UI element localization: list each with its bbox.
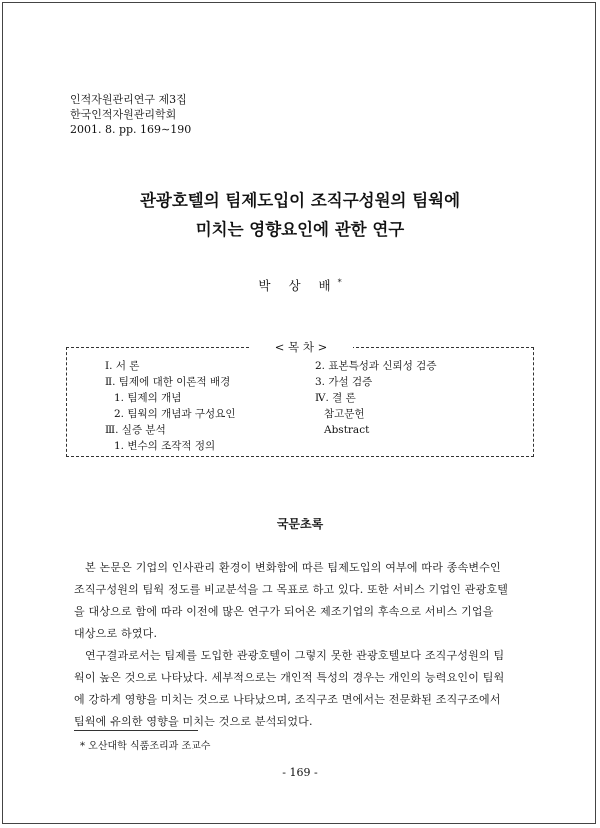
- page-number: - 169 -: [282, 766, 318, 779]
- abstract-line: 을 대상으로 함에 따라 이전에 많은 연구가 되어온 제조기업의 후속으로 서비스 기업을: [74, 605, 494, 618]
- toc-item: 3. 가설 검증: [315, 376, 373, 388]
- toc-item: Ⅱ. 팀제에 대한 이론적 배경: [105, 376, 231, 388]
- abstract-line: 에 강하게 영향을 미치는 것으로 나타났으며, 조직구조 면에서는 전문화된 조직구조에서: [74, 693, 501, 706]
- footnote-divider: [74, 730, 198, 731]
- toc-item: Ⅰ. 서 론: [105, 360, 140, 372]
- toc-item: Ⅳ. 결 론: [315, 392, 356, 404]
- journal-society: 한국인적자원관리학회: [70, 108, 177, 121]
- footnote: * 오산대학 식품조리과 조교수: [80, 741, 211, 752]
- abstract-line: 웍이 높은 것으로 나타났다. 세부적으로는 개인적 특성의 경우는 개인의 능력요인이 팀웍: [74, 671, 505, 684]
- toc-item: 참고문헌: [324, 408, 365, 420]
- abstract-line: 조직구성원의 팀웍 정도를 비교분석을 그 목표로 하고 있다. 또한 서비스 기업인 관광호텔: [74, 583, 509, 596]
- toc-item: Ⅲ. 실증 분석: [105, 424, 166, 436]
- toc-item: 1. 팀제의 개념: [114, 392, 182, 404]
- abstract-line: 본 논문은 기업의 인사관리 환경이 변화함에 따른 팀제도입의 여부에 따라 종속변수인: [85, 561, 501, 574]
- toc-item: 1. 변수의 조작적 정의: [114, 440, 216, 452]
- toc-heading: < 목 차 >: [249, 338, 353, 356]
- table-of-contents: [66, 340, 534, 457]
- journal-info: [70, 92, 191, 137]
- abstract-line: 팀웍에 유의한 영향을 미치는 것으로 분석되었다.: [74, 715, 313, 728]
- abstract-heading: 국문초록: [276, 517, 324, 531]
- author-name: 박 상 배: [258, 278, 338, 293]
- toc-item: 2. 팀웍의 개념과 구성요인: [114, 408, 236, 420]
- abstract-line: 연구결과로서는 팀제를 도입한 관광호텔이 그렇지 못한 관광호텔보다 조직구성원의 팀: [85, 649, 505, 662]
- toc-item: Abstract: [324, 424, 370, 436]
- abstract-line: 대상으로 하였다.: [74, 627, 158, 640]
- toc-left-column: [105, 358, 235, 454]
- toc-item: 2. 표본특성과 신뢰성 검증: [315, 360, 437, 372]
- toc-right-column: [315, 358, 436, 438]
- abstract-body: [74, 557, 550, 733]
- author-footnote-mark: *: [337, 277, 342, 287]
- journal-citation: 2001. 8. pp. 169∼190: [70, 123, 192, 136]
- paper-title-line-1: 관광호텔의 팀제도입이 조직구성원의 팀웍에: [139, 191, 461, 210]
- paper-title-line-2: 미치는 영향요인에 관한 연구: [195, 220, 405, 239]
- author: [0, 276, 600, 294]
- journal-name: 인적자원관리연구 제3집: [70, 93, 187, 106]
